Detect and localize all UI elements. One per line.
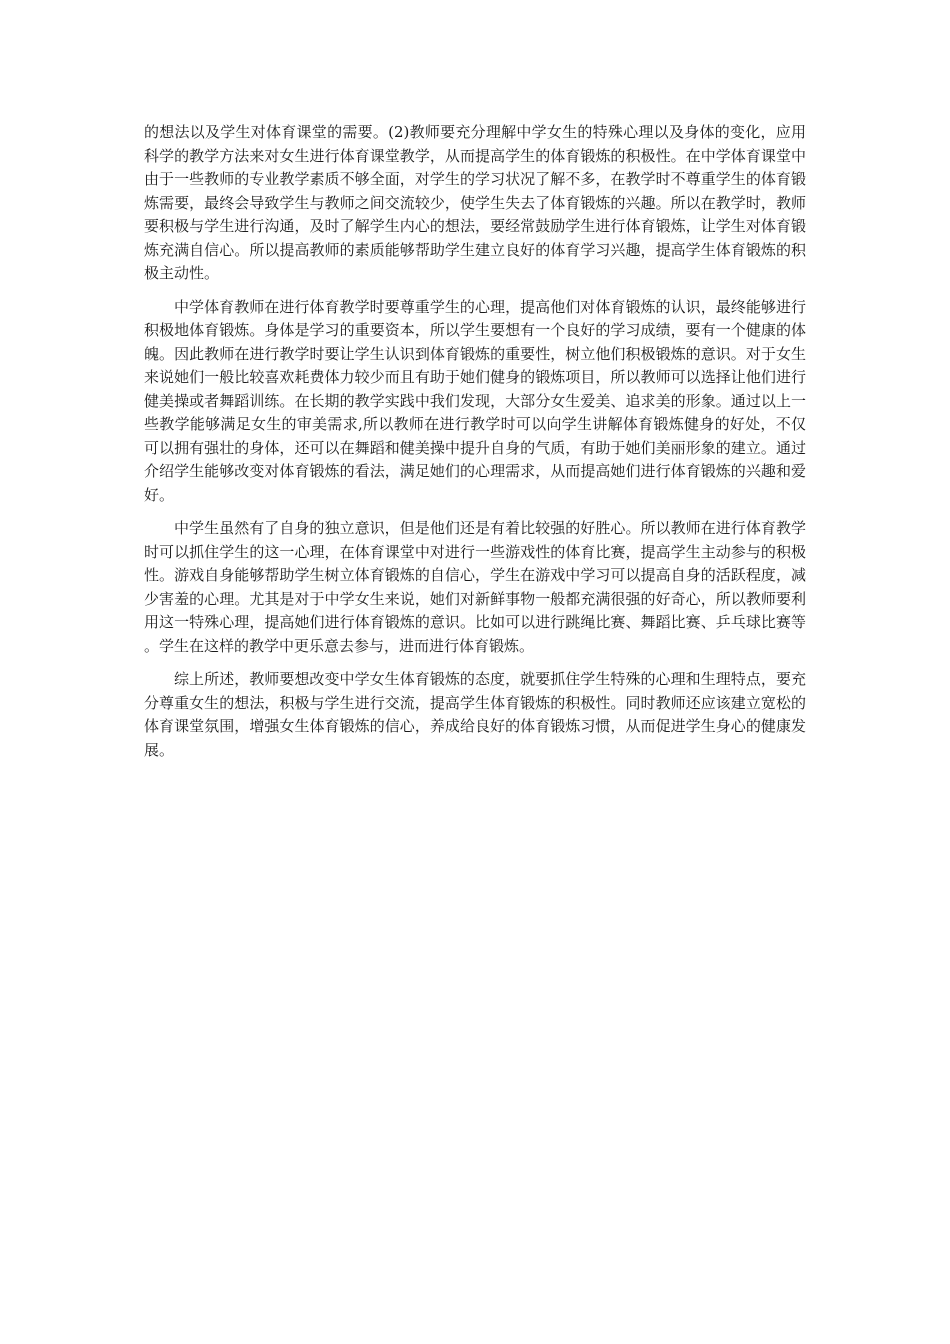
paragraph-3: 中学生虽然有了自身的独立意识，但是他们还是有着比较强的好胜心。所以教师在进行体育教学时可以抓住学生的这一心理，在体育课堂中对进行一些游戏性的体育比赛，提高学生主动参与的积极性。游戏自身能够帮助学生树立体育锻炼的自信心，学生在游戏中学习可以提高自身的活跃程度，减少害羞的心理。尤其是对于中学女生来说，她们对新鲜事物一般都充满很强的好奇心，所以教师要利用这一特殊心理，提高她们进行体育锻炼的意识。比如可以进行跳绳比赛、舞蹈比赛、乒乓球比赛等。学生在这样的教学中更乐意去参与，进而进行体育锻炼。 [144, 519, 806, 655]
paragraph-4: 综上所述，教师要想改变中学女生体育锻炼的态度，就要抓住学生特殊的心理和生理特点，要充分尊重女生的想法，积极与学生进行交流，提高学生体育锻炼的积极性。同时教师还应该建立宽松的体育课堂氛围，增强女生体育锻炼的信心，养成给良好的体育锻炼习惯，从而促进学生身心的健康发展。 [144, 670, 806, 759]
paragraph-2: 中学体育教师在进行体育教学时要尊重学生的心理，提高他们对体育锻炼的认识，最终能够进行积极地体育锻炼。身体是学习的重要资本，所以学生要想有一个良好的学习成绩，要有一个健康的体魄。因此教师在进行教学时要让学生认识到体育锻炼的重要性，树立他们积极锻炼的意识。对于女生来说她们一般比较喜欢耗费体力较少而且有助于她们健身的锻炼项目，所以教师可以选择让他们进行健美操或者舞蹈训练。在长期的教学实践中我们发现，大部分女生爱美、追求美的形象。通过以上一些教学能够满足女生的审美需求,所以教师在进行教学时可以向学生讲解体育锻炼健身的好处，不仅可以拥有强壮的身体，还可以在舞蹈和健美操中提升自身的气质，有助于她们美丽形象的建立。通过介绍学生能够改变对体育锻炼的看法，满足她们的心理需求，从而提高她们进行体育锻炼的兴趣和爱好。 [144, 297, 806, 504]
paragraph-1: 的想法以及学生对体育课堂的需要。(2)教师要充分理解中学女生的特殊心理以及身体的变化，应用科学的教学方法来对女生进行体育课堂教学，从而提高学生的体育锻炼的积极性。在中学体育课堂中由于一些教师的专业教学素质不够全面，对学生的学习状况了解不多，在教学时不尊重学生的体育锻炼需要，最终会导致学生与教师之间交流较少，使学生失去了体育锻炼的兴趣。所以在教学时，教师要积极与学生进行沟通，及时了解学生内心的想法，要经常鼓励学生进行体育锻炼，让学生对体育锻炼充满自信心。所以提高教师的素质能够帮助学生建立良好的体育学习兴趣，提高学生体育锻炼的积极主动性。 [144, 123, 806, 282]
document-body [144, 121, 806, 762]
